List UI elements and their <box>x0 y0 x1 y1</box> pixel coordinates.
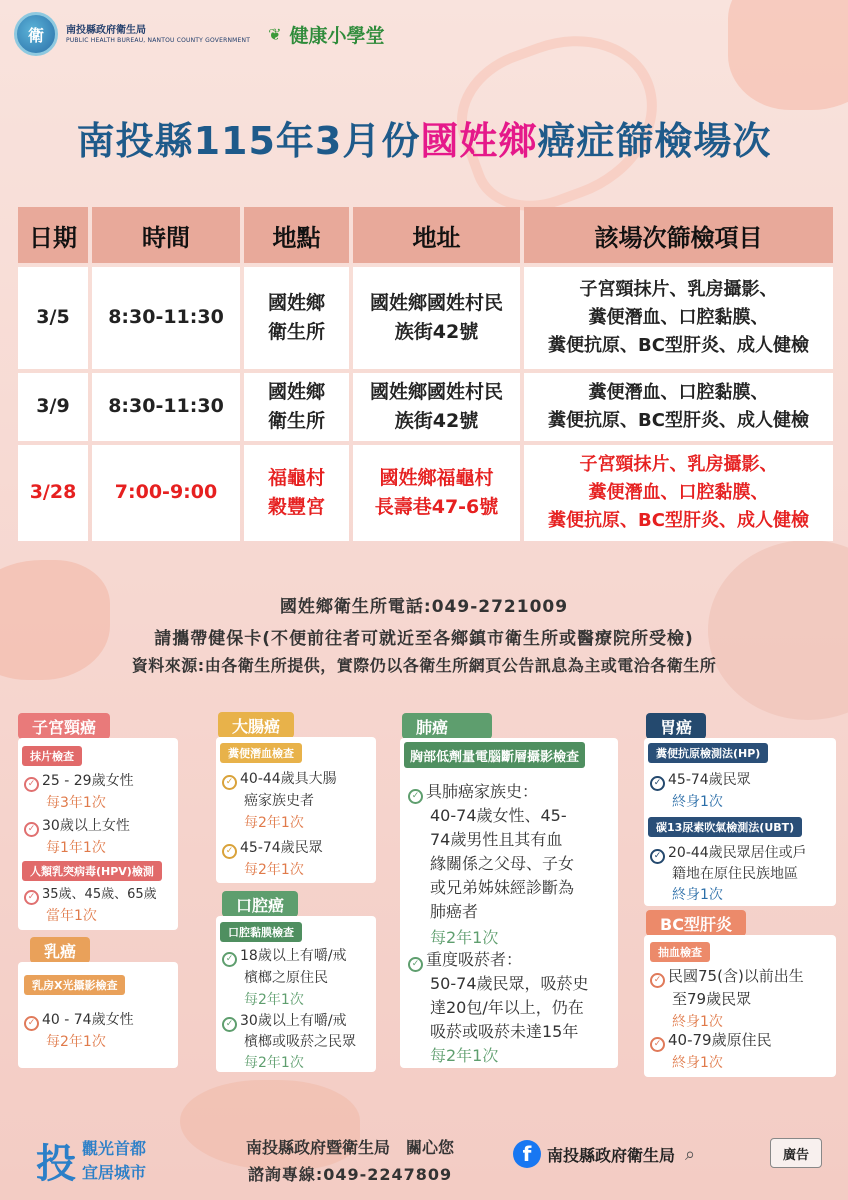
lung-line2d: 吸菸或吸菸未達15年 <box>430 1022 579 1041</box>
heart-leaf-icon: ❦ <box>268 24 282 44</box>
check-icon: ✓ <box>650 849 665 864</box>
criteria-text: 民國75(含)以前出生 <box>668 967 804 985</box>
colon-freq2: 每2年1次 <box>244 862 304 878</box>
cell-items <box>524 445 833 541</box>
cervical-freq3: 當年1次 <box>46 908 97 924</box>
facebook-page-name: 南投縣政府衛生局 <box>547 1145 676 1165</box>
address-line: 族街42號 <box>394 321 479 343</box>
hepatitis-line2 <box>650 1030 772 1052</box>
lung-line1c: 74歲男性且其有血 <box>430 830 563 849</box>
slogan-line: 觀光首都 <box>82 1139 147 1159</box>
breast-line1 <box>24 1010 134 1031</box>
cervical-line3 <box>24 886 157 905</box>
colon-line1 <box>222 769 337 790</box>
lung-line2 <box>408 948 522 972</box>
criteria-text: 40 - 74歲女性 <box>42 1012 134 1028</box>
stomach-sub1: 糞便抗原檢測法(HP) <box>648 743 768 763</box>
colon-tag: 大腸癌 <box>218 712 294 738</box>
colon-freq1: 每2年1次 <box>244 815 304 831</box>
criteria-text: 45-74歲民眾 <box>668 772 751 788</box>
table-header-row <box>18 207 833 263</box>
oral-line2b: 檳榔或吸菸之民眾 <box>244 1034 356 1050</box>
place-line: 國姓鄉 <box>267 380 325 403</box>
hepatitis-line1b: 至79歲民眾 <box>672 990 752 1008</box>
check-icon: ✓ <box>24 777 39 792</box>
hepatitis-freq1: 終身1次 <box>672 1014 723 1030</box>
check-icon: ✓ <box>408 957 423 972</box>
hepatitis-tag: BC型肝炎 <box>646 910 746 936</box>
stomach-sub2: 碳13尿素吹氣檢測法(UBT) <box>648 817 802 837</box>
check-icon: ✓ <box>650 776 665 791</box>
org-block <box>66 25 250 44</box>
check-icon: ✓ <box>222 775 237 790</box>
source-info: 資料來源:由各衛生所提供，實際仍以各衛生所網頁公告訊息為主或電洽各衛生所 <box>131 656 717 675</box>
program-name: 健康小學堂 <box>289 24 385 47</box>
check-icon: ✓ <box>222 952 237 967</box>
criteria-text: 40-44歲具大腸 <box>240 771 337 787</box>
oral-line1b: 檳榔之原住民 <box>244 970 328 986</box>
oral-tag: 口腔癌 <box>222 891 298 917</box>
criteria-text: 具肺癌家族史： <box>426 782 539 801</box>
page-title <box>0 110 848 165</box>
colon-line1b: 癌家族史者 <box>244 793 314 809</box>
oral-sub1: 口腔黏膜檢查 <box>220 922 302 942</box>
colon-sub1: 糞便潛血檢查 <box>220 743 302 763</box>
cervical-freq2: 每1年1次 <box>46 840 106 856</box>
county-logo-icon: 投 <box>36 1141 76 1187</box>
lung-freq2: 每2年1次 <box>430 1046 499 1065</box>
lung-line2b: 50-74歲民眾，吸菸史 <box>430 974 589 993</box>
lung-line1f: 肺癌者 <box>430 902 479 921</box>
care-text: 南投縣政府暨衛生局 關心您 <box>245 1138 454 1157</box>
check-icon: ✓ <box>222 844 237 859</box>
header-logo-row <box>14 12 384 56</box>
cell-time: 7:00-9:00 <box>92 445 240 541</box>
criteria-text: 25 - 29歲女性 <box>42 773 134 789</box>
stomach-freq2: 終身1次 <box>672 887 723 903</box>
breast-freq1: 每2年1次 <box>46 1034 106 1050</box>
place-line: 福龜村 <box>267 466 325 489</box>
item-line: 子宮頸抹片、乳房攝影、 <box>579 454 778 476</box>
lung-line1d: 緣關係之父母、子女 <box>430 854 575 873</box>
header-date: 日期 <box>18 207 88 263</box>
cell-address <box>353 267 520 369</box>
stomach-tag: 胃癌 <box>646 713 706 739</box>
cell-items <box>524 373 833 441</box>
lung-tag: 肺癌 <box>402 713 492 739</box>
cervical-freq1: 每3年1次 <box>46 795 106 811</box>
cervical-line1 <box>24 771 134 792</box>
facebook-icon: f <box>513 1140 541 1168</box>
schedule-table <box>14 203 837 545</box>
check-icon: ✓ <box>408 789 423 804</box>
title-prefix: 南投縣115年3月份 <box>76 119 421 163</box>
header-items: 該場次篩檢項目 <box>524 207 833 263</box>
colon-line2 <box>222 838 323 859</box>
oral-line1 <box>222 946 347 967</box>
criteria-text: 重度吸菸者： <box>426 950 523 969</box>
table-row <box>18 267 833 369</box>
org-sub: PUBLIC HEALTH BUREAU, NANTOU COUNTY GOVERNMENT <box>66 36 251 44</box>
breast-sub1: 乳房X光攝影檢查 <box>24 975 125 995</box>
criteria-text: 30歲以上有嚼/戒 <box>240 1013 347 1029</box>
check-icon: ✓ <box>24 890 39 905</box>
title-highlight: 國姓鄉 <box>420 119 538 163</box>
header-address: 地址 <box>353 207 520 263</box>
check-icon: ✓ <box>24 822 39 837</box>
address-line: 族街42號 <box>394 410 479 432</box>
table-row <box>18 373 833 441</box>
lung-freq1: 每2年1次 <box>430 928 499 947</box>
criteria-text: 40-79歲原住民 <box>668 1031 772 1049</box>
cell-place <box>244 267 349 369</box>
oral-freq2: 每2年1次 <box>244 1055 304 1071</box>
cell-items <box>524 267 833 369</box>
item-line: 糞便抗原、BC型肝炎、成人健檢 <box>548 410 809 431</box>
criteria-text: 45-74歲民眾 <box>240 840 323 856</box>
criteria-text: 20-44歲民眾居住或戶 <box>668 845 807 861</box>
header-time: 時間 <box>92 207 240 263</box>
address-line: 國姓鄉國姓村民 <box>369 380 503 403</box>
stomach-line2 <box>650 843 807 864</box>
criteria-text: 35歲、45歲、65歲 <box>42 887 157 902</box>
bureau-logo-icon: 衛 <box>14 12 58 56</box>
check-icon: ✓ <box>650 973 665 988</box>
cervical-sub2: 人類乳突病毒(HPV)檢測 <box>22 861 162 881</box>
check-icon: ✓ <box>24 1016 39 1031</box>
item-line: 糞便抗原、BC型肝炎、成人健檢 <box>548 334 809 356</box>
org-name: 南投縣政府衛生局 <box>66 24 146 36</box>
address-line: 長壽巷47-6號 <box>374 496 499 518</box>
decor-blob <box>728 0 848 110</box>
cell-place <box>244 445 349 541</box>
item-line: 糞便潛血、口腔黏膜、 <box>588 382 769 404</box>
oral-line2 <box>222 1011 347 1032</box>
place-line: 衛生所 <box>267 410 325 432</box>
lung-line1 <box>408 780 538 804</box>
phone-info: 國姓鄉衛生所電話:049-2721009 <box>279 597 569 617</box>
cell-place <box>244 373 349 441</box>
check-icon: ✓ <box>222 1017 237 1032</box>
criteria-text: 30歲以上女性 <box>42 818 130 834</box>
stomach-freq1: 終身1次 <box>672 794 723 810</box>
bring-card-info: 請攜帶健保卡(不便前往者可就近至各鄉鎮市衛生所或醫療院所受檢) <box>154 629 694 649</box>
hepatitis-sub1: 抽血檢查 <box>650 942 710 962</box>
item-line: 糞便潛血、口腔黏膜、 <box>588 482 769 504</box>
ad-button[interactable]: 廣告 <box>770 1138 822 1168</box>
lung-line1e: 或兄弟姊妹經診斷為 <box>430 878 575 897</box>
cell-time: 8:30-11:30 <box>92 373 240 441</box>
lung-line1b: 40-74歲女性、45- <box>430 806 567 825</box>
place-line: 衛生所 <box>267 321 325 343</box>
item-line: 子宮頸抹片、乳房攝影、 <box>579 279 778 301</box>
address-line: 國姓鄉國姓村民 <box>369 291 503 314</box>
cervical-sub1: 抹片檢查 <box>22 746 82 766</box>
header-place: 地點 <box>244 207 349 263</box>
place-line: 國姓鄉 <box>267 291 325 314</box>
place-line: 穀豐宮 <box>267 496 325 518</box>
item-line: 糞便抗原、BC型肝炎、成人健檢 <box>548 509 809 531</box>
lung-line2c: 達20包/年以上，仍在 <box>430 998 584 1017</box>
cell-time: 8:30-11:30 <box>92 267 240 369</box>
cervical-line2 <box>24 816 130 837</box>
cell-date: 3/5 <box>18 267 88 369</box>
check-icon: ✓ <box>650 1037 665 1052</box>
criteria-text: 18歲以上有嚼/戒 <box>240 948 347 964</box>
hepatitis-line1 <box>650 966 804 988</box>
item-line: 糞便潛血、口腔黏膜、 <box>588 307 769 329</box>
stomach-line1 <box>650 770 751 791</box>
cell-address <box>353 373 520 441</box>
breast-tag: 乳癌 <box>30 937 90 963</box>
lung-sub1: 胸部低劑量電腦斷層攝影檢查 <box>404 742 585 768</box>
slogan-line: 宜居城市 <box>82 1162 147 1182</box>
hepatitis-freq2: 終身1次 <box>672 1055 723 1071</box>
cell-date: 3/9 <box>18 373 88 441</box>
cervical-tag: 子宮頸癌 <box>18 713 110 739</box>
hotline-text: 諮詢專線:049-2247809 <box>247 1165 453 1184</box>
cell-address <box>353 445 520 541</box>
oral-freq1: 每2年1次 <box>244 992 304 1008</box>
facebook-search-box[interactable] <box>513 1136 763 1172</box>
address-line: 國姓鄉福龜村 <box>379 466 494 489</box>
search-icon[interactable]: ⌕ <box>685 1143 696 1165</box>
stomach-line2b: 籍地在原住民族地區 <box>672 866 798 882</box>
table-row <box>18 445 833 541</box>
cell-date: 3/28 <box>18 445 88 541</box>
title-suffix: 癌症篩檢場次 <box>537 119 772 163</box>
